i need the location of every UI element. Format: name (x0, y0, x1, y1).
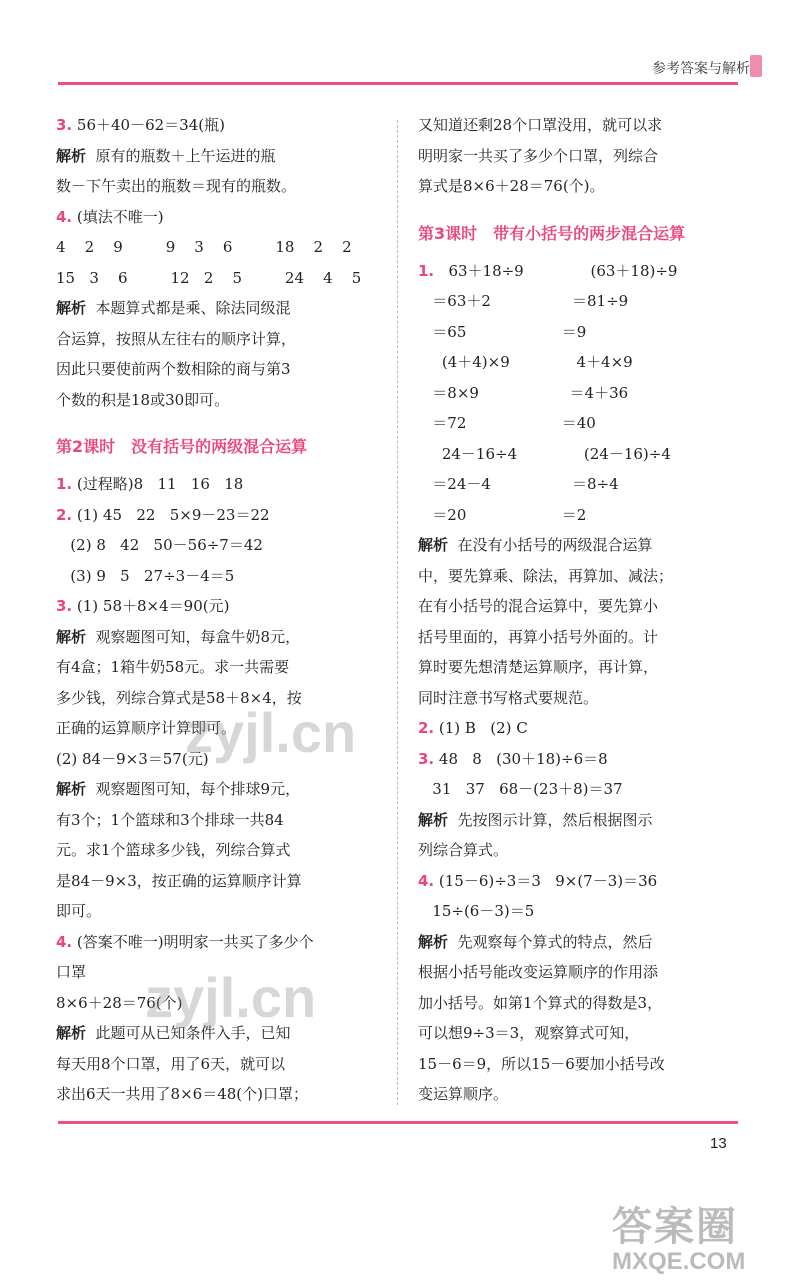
left-column (56, 110, 376, 1110)
analysis-text: 在没有小括号的两级混合运算 (448, 536, 653, 554)
item-text: (答案不唯一)明明家一共买了多少个 (72, 932, 314, 951)
text-line: ＝63＋2 ＝81÷9 (418, 292, 629, 310)
text-line (418, 744, 738, 775)
item-text: (1) 58＋8×4＝90(元) (72, 597, 230, 615)
text-line (418, 256, 738, 287)
text-line (56, 293, 376, 324)
analysis-label: 解析 (418, 810, 449, 829)
analysis-label: 解析 (418, 932, 449, 951)
text-line: ＝24－4 ＝8÷4 (418, 475, 619, 493)
text-line: 合运算，按照从左往右的顺序计算， (56, 329, 297, 348)
item-number: 2. (56, 505, 73, 524)
analysis-text: 本题算式都是乘、除法同级混 (86, 299, 291, 317)
text-line: 31 37 68－(23＋8)＝37 (418, 780, 623, 798)
text-line: 数－下午卖出的瓶数＝现有的瓶数。 (56, 177, 297, 195)
text-line: 是84－9×3，按正确的运算顺序计算 (56, 871, 302, 890)
item-number: 4. (56, 932, 73, 951)
analysis-label: 解析 (56, 1024, 87, 1042)
section-title: 第3课时 带有小括号的两步混合运算 (418, 223, 686, 243)
text-line (56, 469, 376, 500)
text-line: 算式是8×6＋28＝76(个)。 (418, 177, 605, 195)
analysis-text: 原有的瓶数＋上午运进的瓶 (86, 146, 276, 165)
text-line: 明明家一共买了多少个口罩，列综合 (418, 146, 659, 165)
text-line: 根据小括号能改变运算顺序的作用添 (418, 963, 659, 981)
text-line: 变运算顺序。 (418, 1085, 509, 1103)
text-line: 24－16÷4 (24－16)÷4 (418, 444, 671, 463)
analysis-label: 解析 (418, 536, 449, 554)
item-text: (1) B (2) C (434, 719, 528, 737)
watermark: zyjl.cn (145, 966, 317, 1029)
text-line: 算时要先想清楚运算顺序，再计算， (418, 658, 659, 676)
analysis-text: 先观察每个算式的特点，然后 (448, 932, 653, 951)
item-number: 3. (56, 597, 73, 615)
analysis-text: 此题可从已知条件入手，已知 (86, 1024, 291, 1042)
text-line: (2) 8 42 50－56÷7＝42 (56, 536, 263, 554)
text-line (418, 805, 738, 836)
text-line (56, 774, 376, 805)
text-line: 4 2 9 9 3 6 18 2 2 (56, 238, 352, 256)
text-line: 个数的积是18或30即可。 (56, 390, 230, 409)
right-column (418, 110, 738, 1110)
text-line: (2) 84－9×3＝57(元) (56, 749, 209, 768)
item-number: 1. (56, 475, 73, 493)
item-number: 2. (418, 719, 435, 737)
item-number: 3. (56, 116, 73, 134)
text-line: 正确的运算顺序计算即可。 (56, 719, 237, 737)
text-line: ＝20 ＝2 (418, 505, 587, 524)
text-line: 有4盒；1箱牛奶58元。求一共需要 (56, 658, 290, 676)
text-line: (3) 9 5 27÷3－4＝5 (56, 566, 235, 585)
analysis-label: 解析 (56, 146, 87, 165)
text-line: 口罩 (56, 963, 87, 981)
header-mark (750, 55, 762, 77)
text-line (418, 713, 738, 744)
text-line: ＝8×9 ＝4＋36 (418, 383, 629, 402)
text-line: 元。求1个篮球多少钱，列综合算式 (56, 841, 291, 859)
item-number: 3. (418, 749, 435, 768)
watermark: zyjl.cn (185, 701, 357, 764)
text-line: 同时注意书写格式要规范。 (418, 688, 599, 707)
section-title: 第2课时 没有括号的两级混合运算 (56, 437, 308, 456)
text-line (418, 927, 738, 958)
item-text: 56＋40－62＝34(瓶) (72, 116, 225, 134)
analysis-text: 先按图示计算，然后根据图示 (448, 810, 653, 829)
text-line: 括号里面的，再算小括号外面的。计 (418, 627, 659, 646)
column-divider (397, 120, 398, 1105)
text-line (56, 500, 376, 531)
item-text: (1) 45 22 5×9－23＝22 (72, 505, 270, 524)
analysis-text: 观察题图可知，每个排球9元， (86, 780, 301, 798)
item-text: 63＋18÷9 (63＋18)÷9 (434, 261, 678, 280)
text-line: 15 3 6 12 2 5 24 4 5 (56, 268, 362, 287)
text-line: (4＋4)×9 4＋4×9 (418, 353, 633, 371)
text-line (56, 622, 376, 653)
item-text: (过程略)8 11 16 18 (72, 475, 244, 493)
text-line: 列综合算式。 (418, 841, 509, 859)
text-line (56, 591, 376, 622)
site-logo (612, 1195, 802, 1275)
text-line: 中，要先算乘、除法，再算加、减法； (418, 566, 674, 585)
text-line: 即可。 (56, 902, 102, 920)
item-text: (填法不唯一) (72, 207, 164, 226)
text-line: 又知道还剩28个口罩没用，就可以求 (418, 116, 663, 134)
text-line (418, 866, 738, 897)
text-line: 8×6＋28＝76(个) (56, 993, 183, 1012)
text-line: 在有小括号的混合运算中，要先算小 (418, 597, 659, 615)
text-line (56, 110, 376, 141)
analysis-label: 解析 (56, 780, 87, 798)
logo-domain: MXQE.COM (612, 1248, 746, 1275)
text-line: 15÷(6－3)＝5 (418, 902, 535, 920)
analysis-text: 观察题图可知，每盒牛奶8元， (86, 627, 301, 646)
page-number: 13 (710, 1135, 727, 1152)
bottom-rule (58, 1121, 738, 1124)
text-line (56, 202, 376, 233)
header-title: 参考答案与解析 (652, 61, 750, 77)
item-text: (15－6)÷3＝3 9×(7－3)＝36 (434, 871, 658, 890)
item-text: 48 8 (30＋18)÷6＝8 (434, 749, 608, 768)
analysis-label: 解析 (56, 627, 87, 646)
text-line: 有3个；1个篮球和3个排球一共84 (56, 810, 284, 829)
item-number: 1. (418, 261, 435, 280)
text-line (418, 530, 738, 561)
text-line: 每天用8个口罩，用了6天，就可以 (56, 1054, 286, 1073)
text-line: ＝65 ＝9 (418, 322, 587, 341)
item-number: 4. (56, 207, 73, 226)
item-number: 4. (418, 871, 435, 890)
text-line: 求出6天一共用了8×6＝48(个)口罩； (56, 1085, 308, 1103)
text-line: 加小括号。如第1个算式的得数是3， (418, 993, 663, 1012)
analysis-label: 解析 (56, 299, 87, 317)
logo-text: 答案圈 (612, 1204, 738, 1250)
text-line: 因此只要使前两个数相除的商与第3 (56, 360, 291, 378)
text-line (56, 141, 376, 172)
text-line: 多少钱，列综合算式是58＋8×4，按 (56, 688, 302, 707)
text-line: 可以想9÷3＝3，观察算式可知， (418, 1024, 640, 1042)
text-line: ＝72 ＝40 (418, 414, 596, 432)
text-line (56, 927, 376, 958)
top-rule (58, 82, 738, 85)
text-line: 15－6＝9，所以15－6要加小括号改 (418, 1054, 665, 1073)
